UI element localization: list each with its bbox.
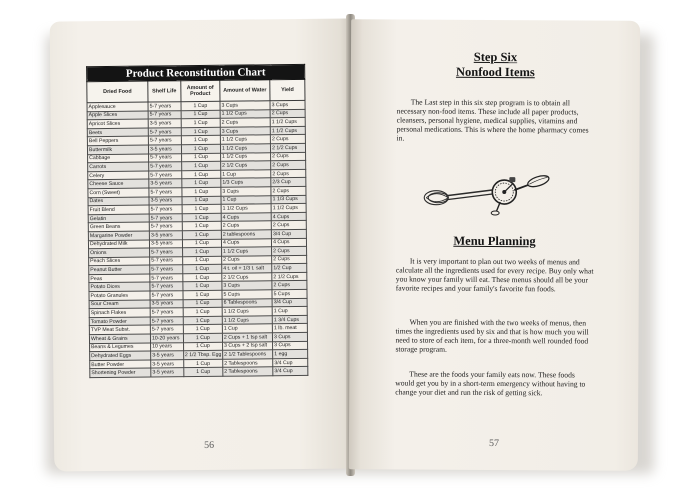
table-cell: 2 1/2 Cups bbox=[221, 161, 271, 170]
table-cell: 3/4 Cup bbox=[272, 298, 307, 307]
table-cell: 2 Cups bbox=[271, 186, 306, 195]
table-cell: 1 Cup bbox=[182, 204, 221, 213]
table-cell: 1 Cup bbox=[182, 213, 221, 222]
table-cell: Bell Peppers bbox=[87, 136, 148, 145]
table-cell: 5-7 years bbox=[148, 102, 181, 111]
table-cell: 1 Cup bbox=[221, 170, 271, 179]
table-cell: 1 Cup bbox=[181, 170, 220, 179]
table-cell: 1 Cup bbox=[182, 239, 221, 248]
table-cell: 5-7 years bbox=[149, 222, 182, 231]
left-page bbox=[50, 18, 354, 471]
page-number: 57 bbox=[488, 437, 499, 450]
table-cell: 4 Cups bbox=[272, 238, 307, 247]
table-cell: 2 Cups bbox=[220, 118, 270, 127]
table-cell: 1 egg bbox=[273, 350, 308, 359]
table-cell: 1 1/2 Cups bbox=[270, 118, 305, 127]
table-cell: 5-7 years bbox=[149, 213, 182, 222]
table-cell: 5-7 years bbox=[150, 274, 183, 283]
table-cell: 5-7 years bbox=[149, 188, 182, 197]
table-cell: 2 Cups + 1 tsp salt bbox=[222, 333, 272, 342]
table-cell: 3-5 years bbox=[151, 368, 184, 377]
table-cell: 2 Cups bbox=[271, 161, 306, 170]
table-cell: Spinach Flakes bbox=[89, 308, 150, 317]
table-cell: Applesauce bbox=[87, 102, 148, 111]
table-cell: 3 Cups bbox=[273, 332, 308, 341]
table-cell: 1 Cup bbox=[181, 127, 220, 136]
table-cell: 1 Cup bbox=[182, 247, 221, 256]
table-cell: 1 Cup bbox=[183, 308, 222, 317]
table-cell: 3 Cups bbox=[220, 101, 270, 110]
table-cell: 3 Cups + 2 tsp salt bbox=[222, 341, 272, 350]
table-cell: Celery bbox=[88, 171, 149, 180]
table-cell: 1 3/4 Cups bbox=[272, 315, 307, 324]
table-cell: 2 1/2 Cups bbox=[271, 143, 306, 152]
table-cell: 1 Cup bbox=[183, 299, 222, 308]
table-cell: 3-5 years bbox=[148, 119, 181, 128]
menu-paragraph-3: These are the foods your family eats now. These foods would get you by in a short-term emergency without having to change your diet and run the risk of getting sick. bbox=[395, 369, 586, 398]
table-cell: 5-7 years bbox=[150, 308, 183, 317]
table-cell: 2 1/2 Cups bbox=[272, 272, 307, 281]
egg-beater-icon bbox=[422, 168, 552, 224]
table-cell: 3-5 years bbox=[151, 351, 184, 360]
table-cell: 2 1/2 Cups bbox=[222, 273, 272, 282]
table-cell: 1 Cup bbox=[181, 153, 220, 162]
table-cell: 10-20 years bbox=[150, 334, 183, 343]
step-six-heading: Step Six bbox=[473, 49, 518, 65]
table-cell: 3 Cups bbox=[221, 187, 271, 196]
table-cell: 1 Cup bbox=[182, 187, 221, 196]
table-cell: Peach Slices bbox=[89, 257, 150, 266]
table-cell: 5-7 years bbox=[150, 291, 183, 300]
table-cell: 2 Tablespoons bbox=[223, 367, 273, 376]
nonfood-paragraph: The Last step in this six step program is to obtain all necessary non-food items. These include all paper products, cleansers, personal hygiene, medical supplies, vitamins and personal medications. This is where the home pharmacy comes in. bbox=[396, 97, 589, 143]
nonfood-items-heading: Nonfood Items bbox=[455, 64, 535, 80]
table-cell: 2 1/2 Tablespoons bbox=[223, 350, 273, 359]
table-cell: 2 Cups bbox=[272, 246, 307, 255]
table-cell: 2 Cups bbox=[222, 255, 272, 264]
table-cell: Shortening Powder bbox=[90, 368, 151, 377]
table-cell: 1 Cup bbox=[272, 307, 307, 316]
menu-paragraph-2: When you are finished with the two weeks of menus, then times the ingredients used by six and that is how much you will need to store of each item, for a three-month well rounded food storage program. bbox=[395, 317, 589, 355]
table-cell: 5-7 years bbox=[150, 265, 183, 274]
table-cell: 1 Cup bbox=[183, 282, 222, 291]
table-cell: 5-7 years bbox=[149, 170, 182, 179]
menu-planning-heading: Menu Planning bbox=[453, 233, 536, 249]
table-cell: 1 1/2 Cups bbox=[220, 135, 270, 144]
table-cell: 1 Cup bbox=[181, 118, 220, 127]
table-cell: Beans & Legumes bbox=[90, 343, 151, 352]
table-cell: 5-7 years bbox=[148, 127, 181, 136]
table-cell: 1 1/2 Cups bbox=[221, 204, 271, 213]
table-cell: 1 1/2 Cups bbox=[271, 204, 306, 213]
table-cell: 1 Cup bbox=[222, 324, 272, 333]
table-cell: 1 Cup bbox=[183, 359, 222, 368]
column-header: Yield bbox=[270, 79, 305, 100]
table-cell: 1 Cup bbox=[181, 101, 220, 110]
table-cell: Peas bbox=[89, 274, 150, 283]
table-cell: 3-5 years bbox=[149, 196, 182, 205]
table-cell: 3-5 years bbox=[150, 299, 183, 308]
table-cell: 1 1/2 Cups bbox=[220, 109, 270, 118]
table-cell: 5-7 years bbox=[149, 162, 182, 171]
table-cell: Apricot Slices bbox=[87, 119, 148, 128]
table-cell: Potato Granules bbox=[89, 291, 150, 300]
table-cell: 1 Cup bbox=[183, 333, 222, 342]
table-cell: 2 Cups bbox=[271, 221, 306, 230]
table-cell: Wheat & Grains bbox=[89, 334, 150, 343]
table-cell: Carrots bbox=[88, 162, 149, 171]
table-cell: Dehydrated Eggs bbox=[90, 351, 151, 360]
table-cell: 3 Cups bbox=[222, 281, 272, 290]
table-cell: Buttermilk bbox=[87, 145, 148, 154]
table-cell: 2 Cups bbox=[271, 169, 306, 178]
table-cell: 6 Tablespoons bbox=[222, 298, 272, 307]
table-cell: Beets bbox=[87, 128, 148, 137]
table-cell: 1 Cup bbox=[183, 342, 222, 351]
table-cell: 5-7 years bbox=[150, 282, 183, 291]
table-cell: 5-7 years bbox=[149, 153, 182, 162]
table-cell: 3 Cups bbox=[273, 341, 308, 350]
table-cell: Sour Cream bbox=[89, 300, 150, 309]
table-cell: 1 Cup bbox=[183, 290, 222, 299]
table-cell: 2 Cups bbox=[221, 221, 271, 230]
table-cell: Fruit Blend bbox=[88, 205, 149, 214]
table-cell: Cheese Sauce bbox=[88, 179, 149, 188]
table-cell: 5-7 years bbox=[150, 256, 183, 265]
table-cell: TVP Meat Subst. bbox=[89, 325, 150, 334]
table-cell: 2 1/2 Tbsp. Egg bbox=[184, 351, 222, 359]
table-cell: Dates bbox=[88, 197, 149, 206]
table-cell: Gelatin bbox=[88, 214, 149, 223]
table-cell: Dehydrated Milk bbox=[88, 240, 149, 249]
table-cell: 2 Tablespoons bbox=[223, 359, 273, 368]
table-cell: 1 1/2 Cups bbox=[270, 126, 305, 135]
table-cell: 4 t. oil + 1/3 t. salt bbox=[222, 264, 272, 273]
menu-paragraph-1: It is very important to plan out two weeks of menus and calculate all the ingredients used for every recipe. Buy only what you know your family will eat. These menus should all be your favorite recipes and your family's favorite fun foods. bbox=[395, 256, 594, 294]
table-cell: 1/3 Cups bbox=[221, 178, 271, 187]
table-cell: 5-7 years bbox=[150, 325, 183, 334]
table-cell: Cabbage bbox=[88, 154, 149, 163]
table-cell: 1 Cup bbox=[182, 265, 221, 274]
table-cell: Margarine Powder bbox=[88, 231, 149, 240]
table-cell: 1 Cup bbox=[182, 196, 221, 205]
table-cell: 1 Cup bbox=[182, 222, 221, 231]
table-cell: 1 Cup bbox=[181, 144, 220, 153]
table-cell: 1 Cup bbox=[181, 110, 220, 119]
table-cell: 1 lb. meat bbox=[272, 324, 307, 333]
table-cell: 3/4 Cup bbox=[273, 367, 308, 376]
chart-body bbox=[87, 100, 308, 377]
table-cell: 5 Cups bbox=[222, 290, 272, 299]
table-cell: Peanut Butter bbox=[89, 265, 150, 274]
right-page bbox=[349, 19, 640, 471]
table-cell: 1 Cup bbox=[183, 325, 222, 334]
column-header: Dried Food bbox=[87, 81, 148, 103]
table-cell: Green Beans bbox=[88, 222, 149, 231]
table-cell: 4 Cups bbox=[221, 238, 271, 247]
table-cell: 5-7 years bbox=[150, 317, 183, 326]
table-cell: 5-7 years bbox=[150, 248, 183, 257]
table-cell: Onions bbox=[89, 248, 150, 257]
table-cell: 1 1/3 Cups bbox=[271, 195, 306, 204]
page-number: 56 bbox=[204, 439, 215, 451]
table-cell: 1 Cup bbox=[181, 136, 220, 145]
table-cell: 5-7 years bbox=[148, 136, 181, 145]
table-cell: 3-5 years bbox=[148, 145, 181, 154]
table-cell: 3 Cups bbox=[220, 127, 270, 136]
table-cell: 5-7 years bbox=[149, 205, 182, 214]
table-cell: 1 Cup bbox=[182, 230, 221, 239]
table-cell: 2 Cups bbox=[271, 152, 306, 161]
table-cell: 1 Cup bbox=[183, 273, 222, 282]
table-cell: 1/2 Cup bbox=[272, 264, 307, 273]
table-cell: Corn (Sweet) bbox=[88, 188, 149, 197]
table-cell: 2 Cups bbox=[270, 109, 305, 118]
table-cell: 2 Cups bbox=[270, 135, 305, 144]
table-cell: 5-7 years bbox=[148, 110, 181, 119]
table-cell: 1 1/2 Cups bbox=[222, 316, 272, 325]
product-reconstitution-chart bbox=[86, 64, 308, 378]
table-cell: 3-5 years bbox=[149, 231, 182, 240]
table-row bbox=[90, 367, 308, 378]
table-cell: 2 tablespoons bbox=[221, 230, 271, 239]
table-cell: 1 Cup bbox=[184, 368, 223, 377]
table-cell: 5 Cups bbox=[272, 289, 307, 298]
table-cell: 3-5 years bbox=[149, 179, 182, 188]
table-cell: 2/3 Cup bbox=[271, 178, 306, 187]
table-cell: 1 Cup bbox=[183, 316, 222, 325]
table-cell: 4 Cups bbox=[271, 212, 306, 221]
chart-title: Product Reconstitution Chart bbox=[87, 64, 305, 81]
column-header: Amount of Water bbox=[220, 80, 270, 102]
table-cell: 1 1/2 Cups bbox=[220, 152, 270, 161]
table-cell: 3-5 years bbox=[151, 360, 184, 369]
table-cell: Tomato Powder bbox=[89, 317, 150, 326]
table-cell: 2 Cups bbox=[272, 255, 307, 264]
table-cell: 3-5 years bbox=[149, 239, 182, 248]
table-cell: 2 Cups bbox=[272, 281, 307, 290]
table-cell: Apple Slices bbox=[87, 111, 148, 120]
table-cell: 1 1/2 Cups bbox=[222, 307, 272, 316]
column-header: Amount of Product bbox=[180, 80, 219, 101]
table-cell: 1 1/2 Cups bbox=[221, 247, 271, 256]
chart-header-row bbox=[87, 79, 305, 102]
table-cell: 1 Cup bbox=[221, 195, 271, 204]
table-cell: 3/4 Cup bbox=[273, 358, 308, 367]
table-cell: 1 Cup bbox=[182, 179, 221, 188]
table-cell: 3 Cups bbox=[270, 100, 305, 109]
table-cell: 1 Cup bbox=[181, 161, 220, 170]
table-cell: 1 Cup bbox=[182, 256, 221, 265]
table-cell: 1 1/2 Cups bbox=[220, 144, 270, 153]
table-cell: 4 Cups bbox=[221, 212, 271, 221]
column-header: Shelf Life bbox=[148, 81, 181, 102]
table-cell: 3/4 Cup bbox=[271, 229, 306, 238]
table-cell: Potato Dices bbox=[89, 283, 150, 292]
table-cell: Butter Powder bbox=[90, 360, 151, 369]
table-cell: 10 years bbox=[151, 342, 184, 351]
